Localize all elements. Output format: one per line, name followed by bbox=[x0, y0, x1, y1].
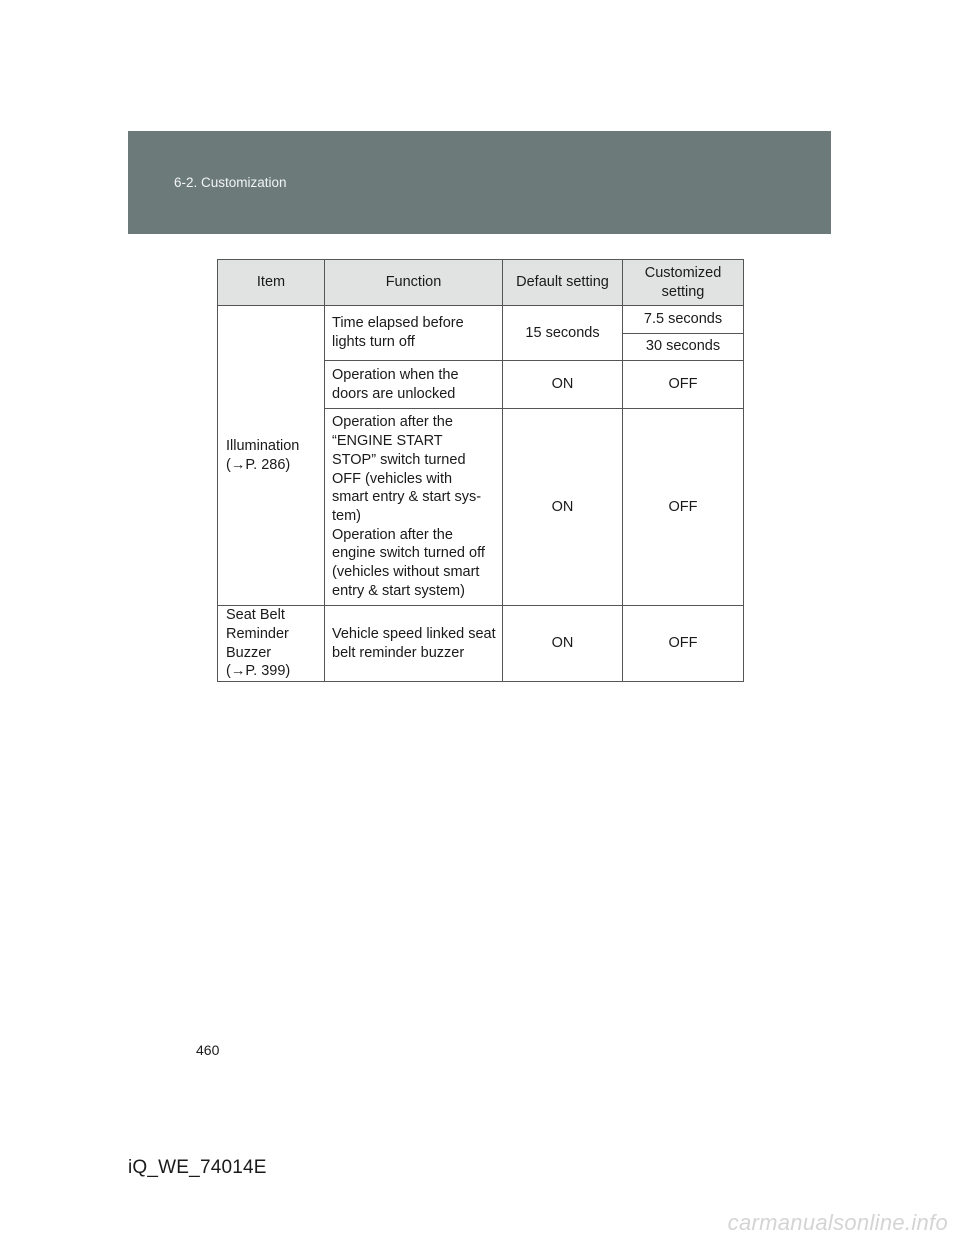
function-cell: Vehicle speed linked seat belt reminder buzzer bbox=[325, 606, 503, 682]
item-line: Seat Belt bbox=[226, 607, 285, 624]
function-line: Operation after the bbox=[332, 414, 453, 431]
item-line: Buzzer bbox=[226, 644, 272, 661]
function-line: OFF (vehicles with bbox=[332, 470, 453, 487]
function-line: STOP” switch turned bbox=[332, 451, 466, 468]
section-title: 6-2. Customization bbox=[174, 175, 287, 190]
item-page-reference: (→P. 399) bbox=[226, 663, 291, 680]
column-header-default-setting: Default setting bbox=[503, 260, 623, 306]
customized-setting-cell: OFF bbox=[623, 361, 744, 409]
item-line: Reminder bbox=[226, 625, 289, 642]
table-row bbox=[218, 306, 744, 334]
item-cell-seat-belt-reminder bbox=[218, 606, 325, 682]
header-band bbox=[128, 131, 831, 234]
function-line: tem) bbox=[332, 508, 361, 524]
watermark: carmanualsonline.info bbox=[727, 1210, 948, 1235]
function-line: Operation after the bbox=[332, 526, 453, 543]
customized-setting-cell: OFF bbox=[623, 606, 744, 682]
function-cell: Operation when the doors are unlocked bbox=[325, 361, 503, 409]
customized-setting-cell: 30 seconds bbox=[623, 333, 744, 361]
function-line: (vehicles without smart bbox=[332, 564, 480, 581]
function-cell bbox=[325, 409, 503, 606]
table-row bbox=[218, 606, 744, 682]
document-code: iQ_WE_74014E bbox=[128, 1157, 267, 1178]
function-line: entry & start system) bbox=[332, 582, 465, 599]
column-header-customized-setting: Customized setting bbox=[623, 260, 744, 306]
customization-table bbox=[217, 259, 744, 682]
item-cell-illumination bbox=[218, 306, 325, 606]
table-header-row bbox=[218, 260, 744, 306]
column-header-item: Item bbox=[218, 260, 325, 306]
item-page-reference: (→P. 286) bbox=[226, 456, 291, 473]
default-setting-cell: ON bbox=[503, 606, 623, 682]
customized-setting-cell: OFF bbox=[623, 409, 744, 606]
function-line: “ENGINE START bbox=[332, 433, 443, 450]
default-setting-cell: 15 seconds bbox=[503, 306, 623, 361]
function-line: smart entry & start sys- bbox=[332, 489, 482, 506]
default-setting-cell: ON bbox=[503, 361, 623, 409]
function-cell: Time elapsed before lights turn off bbox=[325, 306, 503, 361]
default-setting-cell: ON bbox=[503, 409, 623, 606]
page-number: 460 bbox=[196, 1042, 220, 1058]
function-line: engine switch turned off bbox=[332, 545, 485, 562]
item-name: Illumination bbox=[226, 437, 300, 454]
column-header-function: Function bbox=[325, 260, 503, 306]
customized-setting-cell: 7.5 seconds bbox=[623, 306, 744, 334]
